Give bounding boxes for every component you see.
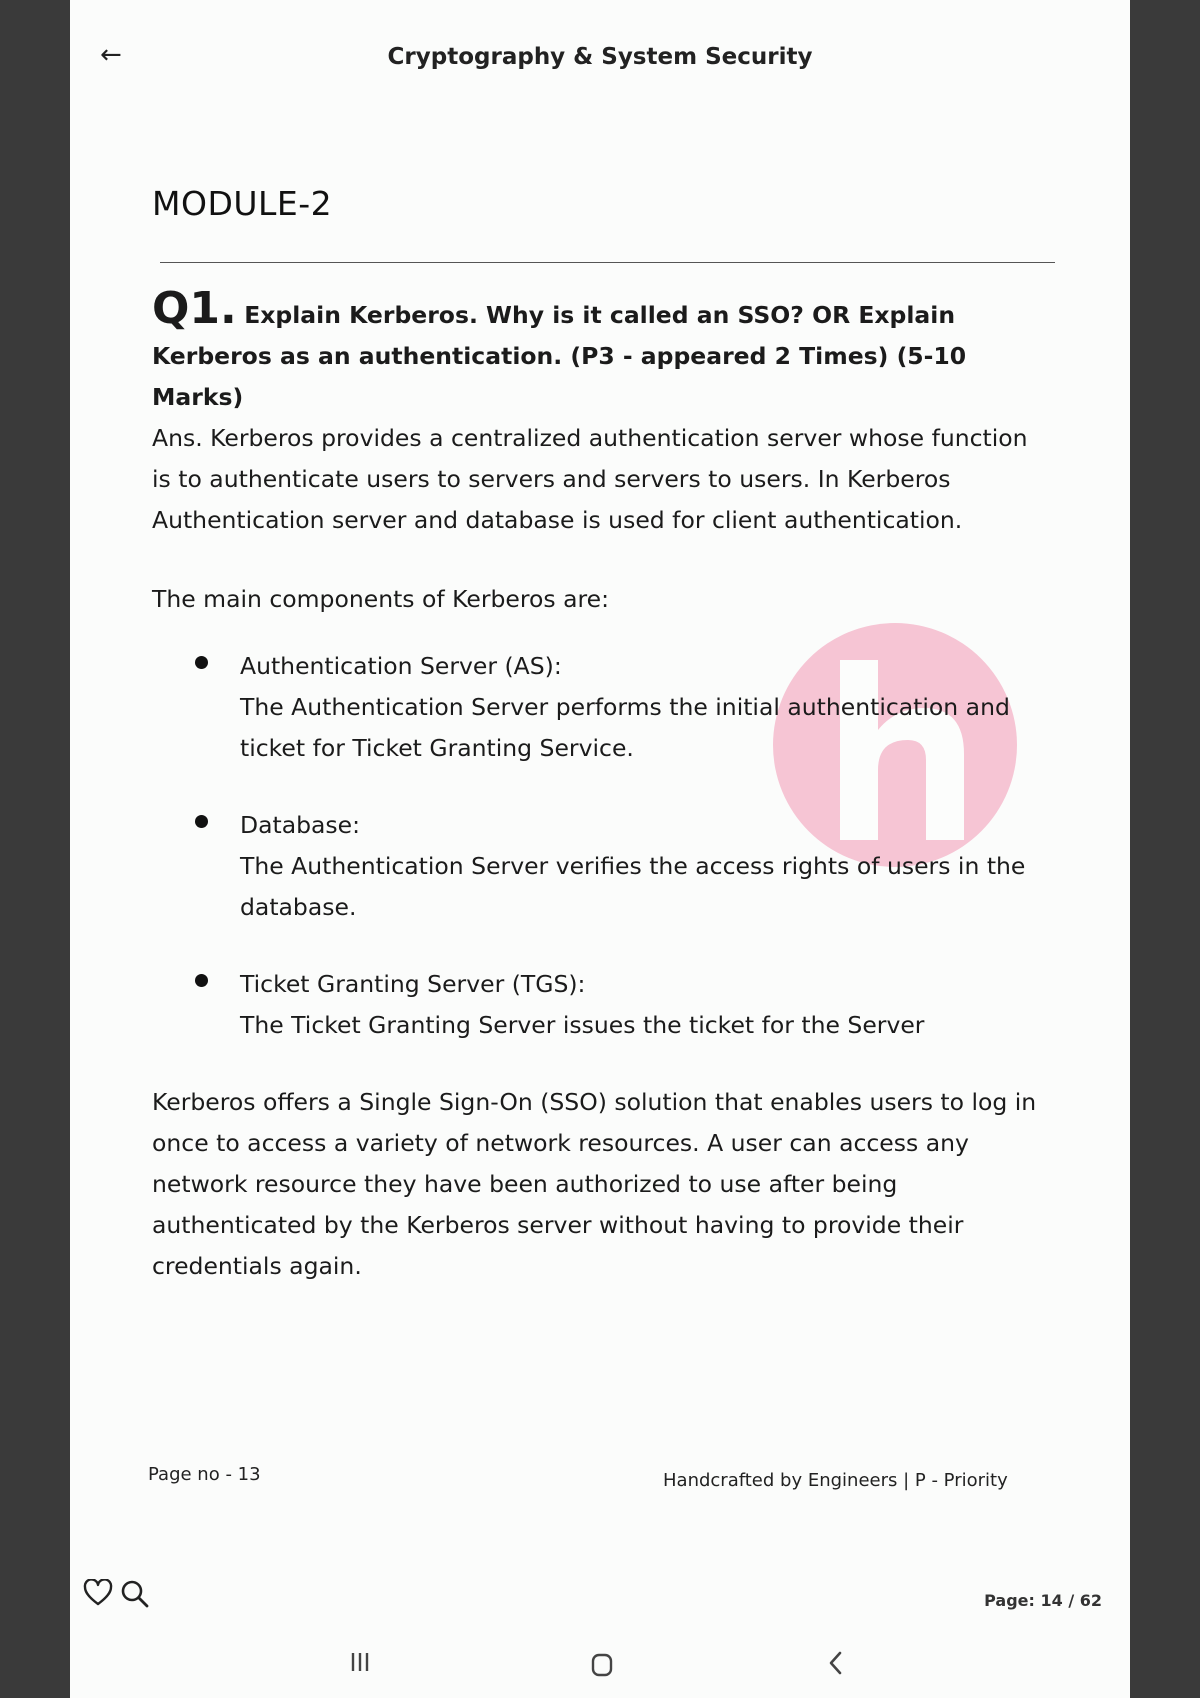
component-description: The Authentication Server verifies the access rights of users in the database. (240, 852, 1026, 921)
component-name: Authentication Server (AS): (240, 652, 562, 680)
bullet-icon (195, 815, 208, 828)
question-number: Q1. (152, 283, 237, 334)
credit-footer: Handcrafted by Engineers | P - Priority (663, 1470, 1008, 1491)
bullet-icon (195, 656, 208, 669)
back-icon[interactable] (824, 1650, 848, 1676)
recent-apps-icon[interactable] (348, 1650, 372, 1674)
home-icon[interactable] (590, 1652, 614, 1678)
page-content (152, 283, 1052, 1287)
question (152, 283, 1052, 418)
sso-paragraph: Kerberos offers a Single Sign-On (SSO) solution that enables users to log in once to access a variety of network resources. A user can access any network resource they have been authorized to use after being authenticated by the Kerberos server without having to provide their credentials again. (152, 1088, 1037, 1280)
component-description: The Ticket Granting Server issues the ticket for the Server (240, 1011, 925, 1039)
question-text: Explain Kerberos. Why is it called an SSO? OR Explain Kerberos as an authentication. (P3 - appeared 2 Times) (5-10 Marks) (152, 301, 967, 411)
document-title: Cryptography & System Security (387, 44, 813, 70)
list-item (152, 964, 1052, 1046)
module-heading: MODULE-2 (152, 184, 333, 223)
list-item (152, 646, 1052, 769)
system-nav-bar (70, 1648, 1130, 1698)
component-name: Database: (240, 811, 361, 839)
component-description: The Authentication Server performs the initial authentication and ticket for Ticket Granting Service. (240, 693, 1010, 762)
list-item (152, 805, 1052, 928)
page-number-footer: Page no - 13 (148, 1464, 261, 1485)
components-list (152, 646, 1052, 1046)
back-arrow-icon[interactable]: ← (100, 40, 122, 70)
module-divider (160, 262, 1055, 263)
component-name: Ticket Granting Server (TGS): (240, 970, 586, 998)
answer-text: Ans. Kerberos provides a centralized authentication server whose function is to authenticate users to servers and servers to users. In Kerberos Authentication server and database is used for client authentication. (152, 424, 1028, 534)
heart-icon[interactable] (83, 1579, 113, 1607)
page-indicator: Page: 14 / 62 (984, 1591, 1102, 1610)
search-icon[interactable] (120, 1579, 150, 1609)
viewer-toolbar (70, 1565, 1130, 1615)
document-page (70, 0, 1130, 1698)
bullet-icon (195, 974, 208, 987)
components-intro: The main components of Kerberos are: (152, 585, 610, 613)
